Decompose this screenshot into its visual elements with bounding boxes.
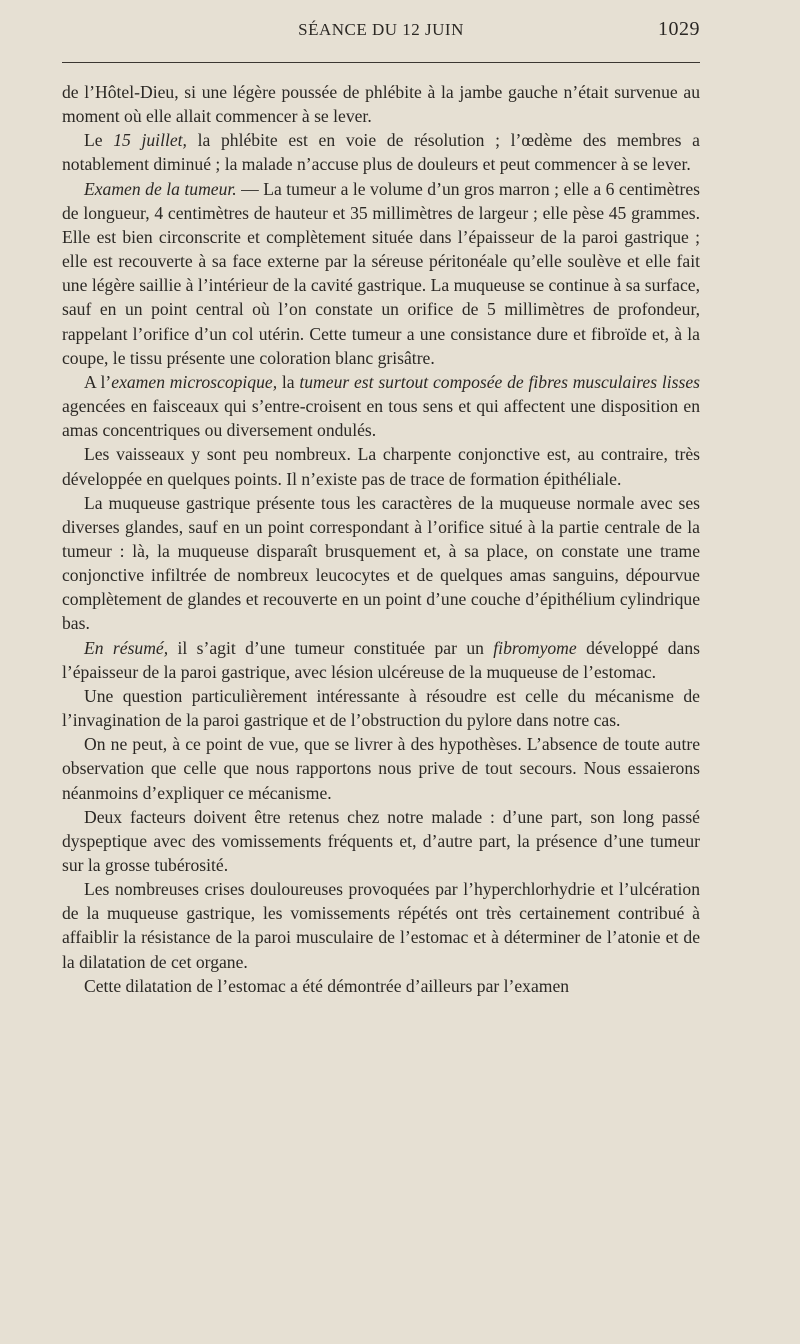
italic-text: examen microscopique, <box>111 371 278 392</box>
text-run: la phlébite est en voie de résolution ; l’œdème des membres a notablement diminué ; la malade n’accuse plus de douleurs et peut commencer à se lever. <box>62 130 700 175</box>
text-run: — La tumeur a le volume d’un gros marron ; elle a 6 centimètres de longueur, 4 centimètres de hauteur et 35 millimètres de largeur ; elle pèse 45 grammes. Elle est bien circonscrite et complètement située dans l’épaisseur de la paroi gastrique ; elle est recouverte à sa face externe par la séreuse péritonéale qu’elle soulève et elle fait une légère saillie à l’intérieur de la cavité gastrique. La muqueuse se continue à sa surface, sauf en un point central où l’on constate un orifice de 5 millimètres de profondeur, rappelant l’orifice d’un col utérin. Cette tumeur a une consistance dure et fibroïde et, à la coupe, le tissu présente une coloration blanc grisâtre. <box>62 178 700 368</box>
text-run: la <box>277 371 300 392</box>
paragraph <box>62 177 700 370</box>
text-run: agencées en faisceaux qui s’entre-croisent en tous sens et qui affectent une disposition en amas concentriques ou diversement ondulés. <box>62 396 700 441</box>
italic-text: fibromyome <box>493 637 577 658</box>
text-run: de l’Hôtel-Dieu, si une légère poussée de phlébite à la jambe gauche n’était survenue au moment où elle allait commencer à se lever. <box>62 82 700 127</box>
text-run: La muqueuse gastrique présente tous les caractères de la muqueuse normale avec ses diverses glandes, sauf en un point correspondant à l’orifice situé à la partie centrale de la tumeur : là, la muqueuse disparaît brusquement et, à sa place, on constate une trame conjonctive infiltrée de nombreux leucocytes et de quelques amas sanguins, dépourvue complètement de glandes et recouverte en un point d’une couche d’épithélium cylindrique bas. <box>62 492 700 634</box>
paragraph <box>62 877 700 974</box>
italic-text: Examen de la tumeur. <box>84 178 237 199</box>
paragraph <box>62 370 700 442</box>
paragraph <box>62 805 700 877</box>
text-run: Le <box>84 130 114 151</box>
italic-text: 15 juillet, <box>113 130 187 151</box>
italic-text: En résumé, <box>84 637 169 658</box>
page-header <box>62 18 700 46</box>
paragraph <box>62 636 700 684</box>
text-run: On ne peut, à ce point de vue, que se livrer à des hypothèses. L’absence de toute autre observation que celle que nous rapportons nous prive de tout secours. Nous essaierons néanmoins d’expliquer ce mécanisme. <box>62 734 700 803</box>
text-run: Les nombreuses crises douloureuses provoquées par l’hyperchlorhydrie et l’ulcération de la muqueuse gastrique, les vomissements répétés ont très certainement contribué à affaiblir la résistance de la paroi musculaire de l’estomac et à déterminer de l’atonie et de la dilatation de cet organe. <box>62 879 700 972</box>
text-run: Une question particulièrement intéressante à résoudre est celle du mécanisme de l’invagination de la paroi gastrique et de l’obstruction du pylore dans notre cas. <box>62 685 700 731</box>
page-number: 1029 <box>658 18 700 40</box>
paragraph <box>62 974 700 998</box>
paragraph <box>62 732 700 804</box>
text-run: Deux facteurs doivent être retenus chez notre malade : d’une part, son long passé dyspeptique avec des vomissements fréquents et, d’autre part, la présence d’une tumeur sur la grosse tubérosité. <box>62 806 700 875</box>
body-text <box>62 80 700 998</box>
running-head: SÉANCE DU 12 JUIN <box>298 20 464 39</box>
paragraph <box>62 128 700 176</box>
paragraph <box>62 80 700 128</box>
paragraph <box>62 491 700 636</box>
italic-text: tumeur est surtout composée de fibres musculaires lisses <box>299 371 700 392</box>
text-run: A l’ <box>84 371 112 392</box>
text-run: développé dans l’épaisseur de la paroi gastrique, avec lésion ulcéreuse de la muqueuse de l’estomac. <box>62 637 700 682</box>
text-run: Cette dilatation de l’estomac a été démontrée d’ailleurs par l’examen <box>84 975 570 996</box>
text-run: Les vaisseaux y sont peu nombreux. La charpente conjonctive est, au contraire, très développée en quelques points. Il n’existe pas de trace de formation épithéliale. <box>62 444 700 489</box>
paragraph <box>62 684 700 732</box>
paragraph <box>62 442 700 490</box>
header-rule <box>62 62 700 63</box>
text-run: il s’agit d’une tumeur constituée par un <box>168 637 494 658</box>
